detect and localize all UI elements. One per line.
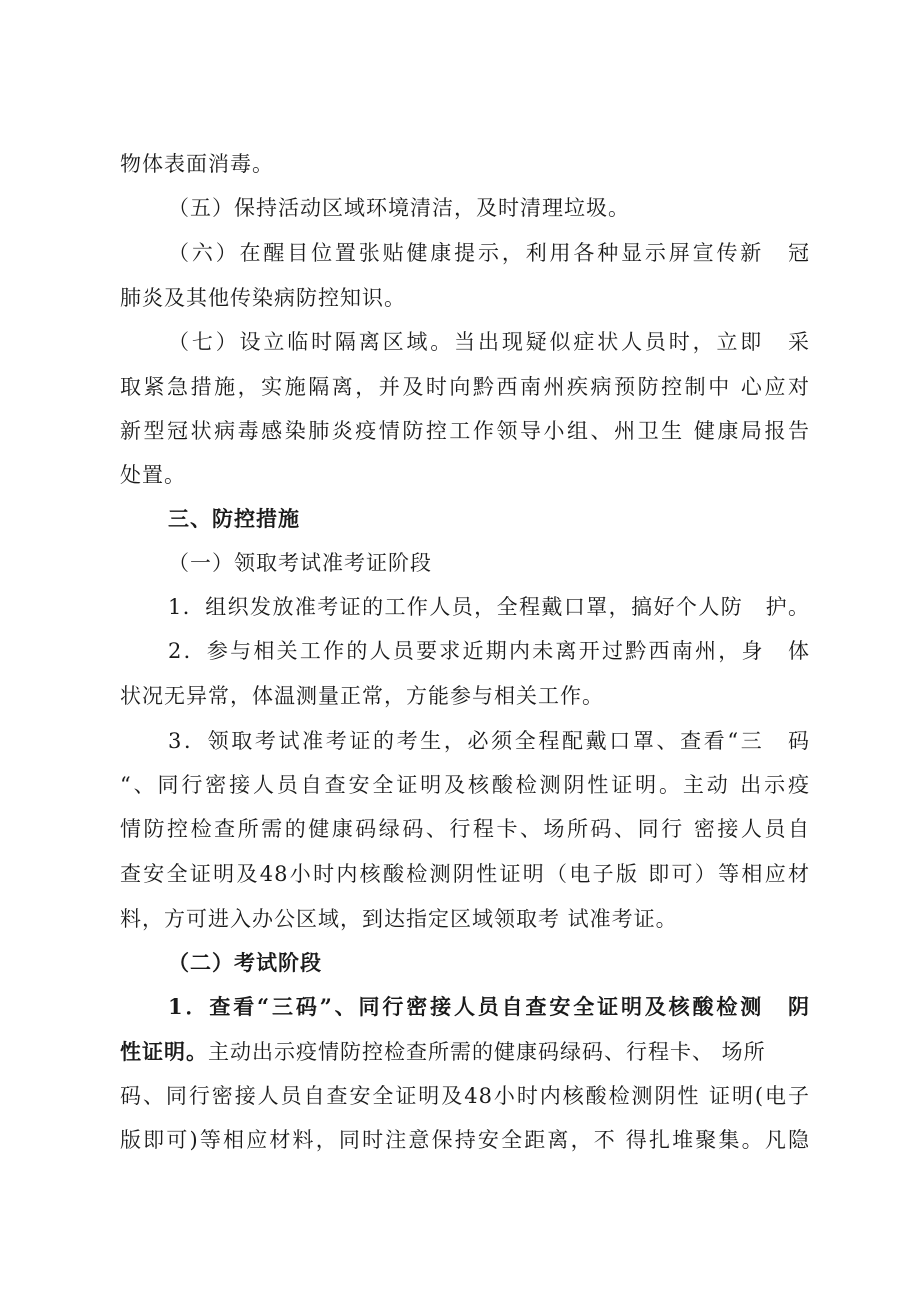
text-line: （五）保持活动区域环境清洁，及时清理垃圾。 — [168, 196, 630, 220]
text-line: 处置。 — [120, 463, 186, 487]
text-line-mixed — [120, 1030, 810, 1074]
bold-text-line: 1．查看“三码”、同行密接人员自查安全证明及核酸检测 阴 — [168, 994, 810, 1019]
text-line: （六）在醒目位置张贴健康提示，利用各种显示屏宣传新 冠 — [168, 241, 810, 265]
text-line: 情防控检查所需的健康码绿码、行程卡、场所码、同行 密接人员自 — [120, 817, 810, 841]
text-line: 版即可)等相应材料，同时注意保持安全距离，不 得扎堆聚集。凡隐 — [120, 1128, 810, 1152]
text-line: 查安全证明及48小时内核酸检测阴性证明（电子版 即可）等相应材 — [120, 862, 810, 886]
text-line: 1．组织发放准考证的工作人员，全程戴口罩，搞好个人防 护。 — [168, 595, 810, 619]
text-line: 取紧急措施，实施隔离，并及时向黔西南州疾病预防控制中 心应对 — [120, 375, 810, 399]
regular-fragment: 主动出示疫情防控检查所需的健康码绿码、行程卡、 场所 — [208, 1040, 766, 1064]
section-heading: 三、防控措施 — [168, 506, 300, 531]
text-line: 2．参与相关工作的人员要求近期内未离开过黔西南州，身 体 — [168, 639, 810, 663]
bold-fragment: 性证明。 — [120, 1039, 208, 1064]
text-line: 码、同行密接人员自查安全证明及48小时内核酸检测阴性 证明(电子 — [120, 1084, 810, 1108]
text-line: 肺炎及其他传染病防控知识。 — [120, 286, 406, 310]
text-line: 物体表面消毒。 — [120, 152, 274, 176]
text-line: “、同行密接人员自查安全证明及核酸检测阴性证明。主动 出示疫 — [120, 773, 810, 797]
text-line: （七）设立临时隔离区域。当出现疑似症状人员时，立即 采 — [168, 330, 810, 354]
text-line: 状况无异常，体温测量正常，方能参与相关工作。 — [120, 684, 604, 708]
subsection-heading: （二）考试阶段 — [168, 950, 322, 975]
subsection-heading: （一）领取考试准考证阶段 — [168, 551, 432, 575]
text-line: 3．领取考试准考证的考生，必须全程配戴口罩、查看“三 码 — [168, 729, 810, 753]
text-line: 料，方可进入办公区域，到达指定区域领取考 试准考证。 — [120, 907, 678, 931]
text-line: 新型冠状病毒感染肺炎疫情防控工作领导小组、州卫生 健康局报告 — [120, 419, 810, 443]
